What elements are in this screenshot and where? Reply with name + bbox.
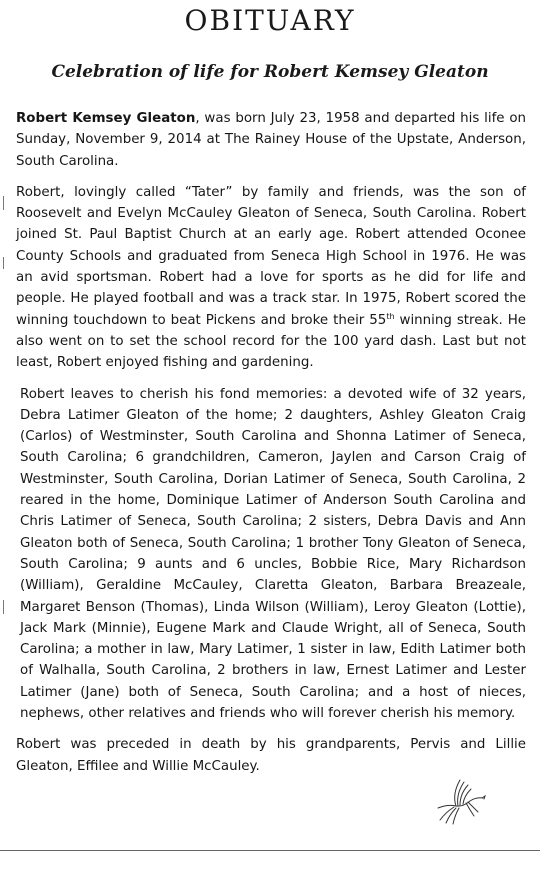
paragraph-text: Robert, lovingly called “Tater” by family and friends, was the son of Roosevelt and Evelyn McCauley Gleaton of Seneca, South Carolina. Robert joined St. Paul Baptist Church at an early age. Robert attended Oconee County Schools and graduated from Seneca High School in 1976. He was an avid sportsman. Robert had a love for sports as he did for life and people. He played football and was a track star. In 1975, Robert scored the winning touchdown to beat Pickens and broke their 55	[16, 184, 526, 328]
scan-margin-mark	[3, 600, 4, 614]
scan-margin-mark	[3, 196, 4, 210]
page-subtitle: Celebration of life for Robert Kemsey Gleaton	[51, 62, 489, 82]
paragraph-text: winning streak. He also went on to set the school record for the 100 yard dash. Last but not least, Robert enjoyed fishing and gardening.	[16, 312, 526, 371]
paragraph-text: , was born July 23, 1958 and departed his life on Sunday, November 9, 2014 at The Rainey House of the Upstate, Anderson, South Carolina.	[16, 111, 526, 169]
page-title: OBITUARY	[184, 4, 356, 37]
paragraph-survivors: Robert leaves to cherish his fond memories: a devoted wife of 32 years, Debra Latimer Gleaton of the home; 2 daughters, Ashley Gleaton Craig (Carlos) of Westminster, South Carolina and Shonna Latimer of Seneca, South Carolina; 6 grandchildren, Cameron, Jaylen and Carson Craig of Westminster, South Carolina, Dorian Latimer of Seneca, South Carolina, 2 reared in the home, Dominique Latimer of Anderson South Carolina and Chris Latimer of Seneca, South Carolina; 2 sisters, Debra Davis and Ann Gleaton both of Seneca, South Carolina; 1 brother Tony Gleaton of Seneca, South Carolina; 9 aunts and 6 uncles, Bobbie Rice, Mary Richardson (William), Geraldine McCauley, Claretta Gleaton, Barbara Breazeale, Margaret Benson (Thomas), Linda Wilson (William), Leroy Gleaton (Lottie), Jack Mark (Minnie), Eugene Mark and Claude Wright, all of Seneca, South Carolina; a mother in law, Mary Latimer, 1 sister in law, Edith Latimer both of Walhalla, South Carolina, 2 brothers in law, Ernest Latimer and Lester Latimer (Jane) both of Seneca, South Carolina; and a host of nieces, nephews, other relatives and friends who will forever cherish his memory.	[20, 386, 526, 722]
ordinal-suffix: th	[386, 311, 395, 321]
deceased-name: Robert Kemsey Gleaton	[16, 111, 196, 126]
scan-margin-mark	[3, 257, 4, 269]
obituary-body	[16, 108, 526, 787]
paragraph-birth-death	[16, 108, 526, 172]
paragraph-biography	[16, 182, 526, 374]
dove-icon	[430, 770, 490, 830]
paragraph-preceded: Robert was preceded in death by his grandparents, Pervis and Lillie Gleaton, Effilee and Willie McCauley.	[16, 737, 526, 774]
bottom-divider	[0, 850, 540, 851]
